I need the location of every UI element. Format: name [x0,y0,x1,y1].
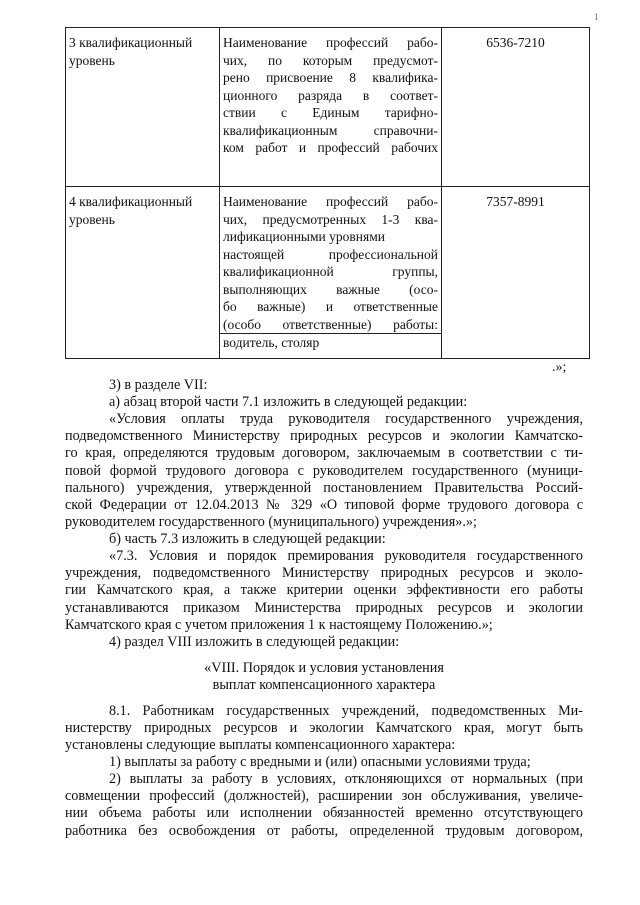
paragraph-line: устанавливаются приказом Министерства природных ресурсов и экологии [65,599,583,616]
description-cell [220,28,442,187]
section-heading-line: «VIII. Порядок и условия установления [204,660,444,676]
amendment-item-a [65,394,583,411]
level-cell [66,187,220,359]
description-cell [220,187,442,334]
item-4-text: 4) раздел VIII изложить в следующей редакции: [109,634,400,650]
description-line: квалификационным справочни- [223,122,438,138]
paragraph-line: нии объема работы или исполнении обязанностей временно отсутствующего [65,805,583,822]
table-closing-quote: .»; [552,360,567,375]
description-line: квалификационной группы, [223,264,438,279]
description-line: Наименование профессий рабо- [223,194,438,209]
list-item-1 [65,754,583,771]
salary-range-cell: 7357-8991 [442,187,590,359]
description-line: (особо ответственные) работы: [223,316,438,332]
level-line: 3 квалификационный [69,35,193,50]
paragraph-line: работника без освобождения от работы, определенной трудовым договором, [65,822,583,839]
quote-7-3-paragraph [65,548,583,634]
description-line: настоящей профессиональной [223,246,438,262]
description-line: ционного разряда в соответ- [223,87,438,103]
list-item-2 [65,771,583,840]
paragraph-line: гии Камчатского края, а также критерии оценки эффективности его работы [65,582,583,599]
paragraph-line: го края, определяются трудовым договором, заключаемым в соответствии с ти- [65,445,583,462]
list-item-text: 1) выплаты за работу с вредными и (или) опасными условиями труда; [109,754,531,770]
level-line: 4 квалификационный [69,194,193,209]
table-row [66,187,590,334]
paragraph-line: «7.3. Условия и порядок премирования руководителя государственного [109,548,583,564]
amendment-item-b [65,531,583,548]
amendment-item-4 [65,634,583,651]
paragraph-line: нистерству природных ресурсов и экологии Камчатского края, могут быть [65,720,583,737]
paragraph-line: совмещении профессий (должностей), расширении зон обслуживания, увеличе- [65,788,583,805]
paragraph-8-1 [65,703,583,755]
item-b-text: б) часть 7.3 изложить в следующей редакции: [109,531,386,547]
item-3-text: 3) в разделе VII: [109,377,208,393]
amendment-item-3 [65,377,583,394]
description-line: ком работ и профессий рабочих [223,140,438,155]
description-line: лификационными уровнями [223,229,385,244]
section-heading-line: выплат компенсационного характера [212,677,436,693]
paragraph-line: 8.1. Работникам государственных учреждений, подведомственных Ми- [109,703,583,719]
paragraph-line: установлены следующие выплаты компенсационного характера: [65,737,456,754]
description-line: Наименование профессий рабо- [223,35,438,50]
paragraph-line: повой формой трудового договора с руководителем государственного (муници- [65,462,583,479]
description-line: бо важные) и ответственные [223,299,438,314]
page-corner-mark: 1 [594,12,599,22]
paragraph-line: Камчатского края с учетом приложения 1 к настоящему Положению.»; [65,616,493,633]
paragraph-line: «Условия оплаты труда руководителя государственного учреждения, [109,411,583,427]
description-line: чих, по которым предусмот- [223,52,438,68]
qualification-table [65,27,590,359]
section-heading [65,660,583,677]
table-row [66,28,590,187]
paragraph-line: руководителем государственного (муниципального) учреждения».»; [65,514,477,531]
level-line: уровень [69,211,115,227]
section-heading-continued [65,677,583,694]
description-line: выполняющих важные (осо- [223,281,438,297]
paragraph-line: учреждения, подведомственного Министерству природных ресурсов и эколо- [65,565,583,582]
level-line: уровень [69,52,115,68]
paragraph-line: подведомственного Министерству природных ресурсов и экологии Камчатско- [65,428,583,445]
profession-examples-cell: водитель, столяр [220,334,442,359]
quote-7-1-paragraph [65,411,583,531]
paragraph-line: 2) выплаты за работу в условиях, отклоняющихся от нормальных (при [109,771,583,787]
description-line: рено присвоение 8 квалифика- [223,70,438,85]
item-a-text: а) абзац второй части 7.1 изложить в следующей редакции: [109,394,468,410]
salary-range-cell: 6536-7210 [442,28,590,187]
description-line: чих, предусмотренных 1-3 ква- [223,211,438,227]
level-cell [66,28,220,187]
description-line: ствии с Единым тарифно- [223,105,438,120]
paragraph-line: ской Федерации от 12.04.2013 № 329 «О типовой форме трудового договора с [65,497,583,514]
paragraph-line: пального) учреждения, утвержденной постановлением Правительства Россий- [65,479,583,496]
